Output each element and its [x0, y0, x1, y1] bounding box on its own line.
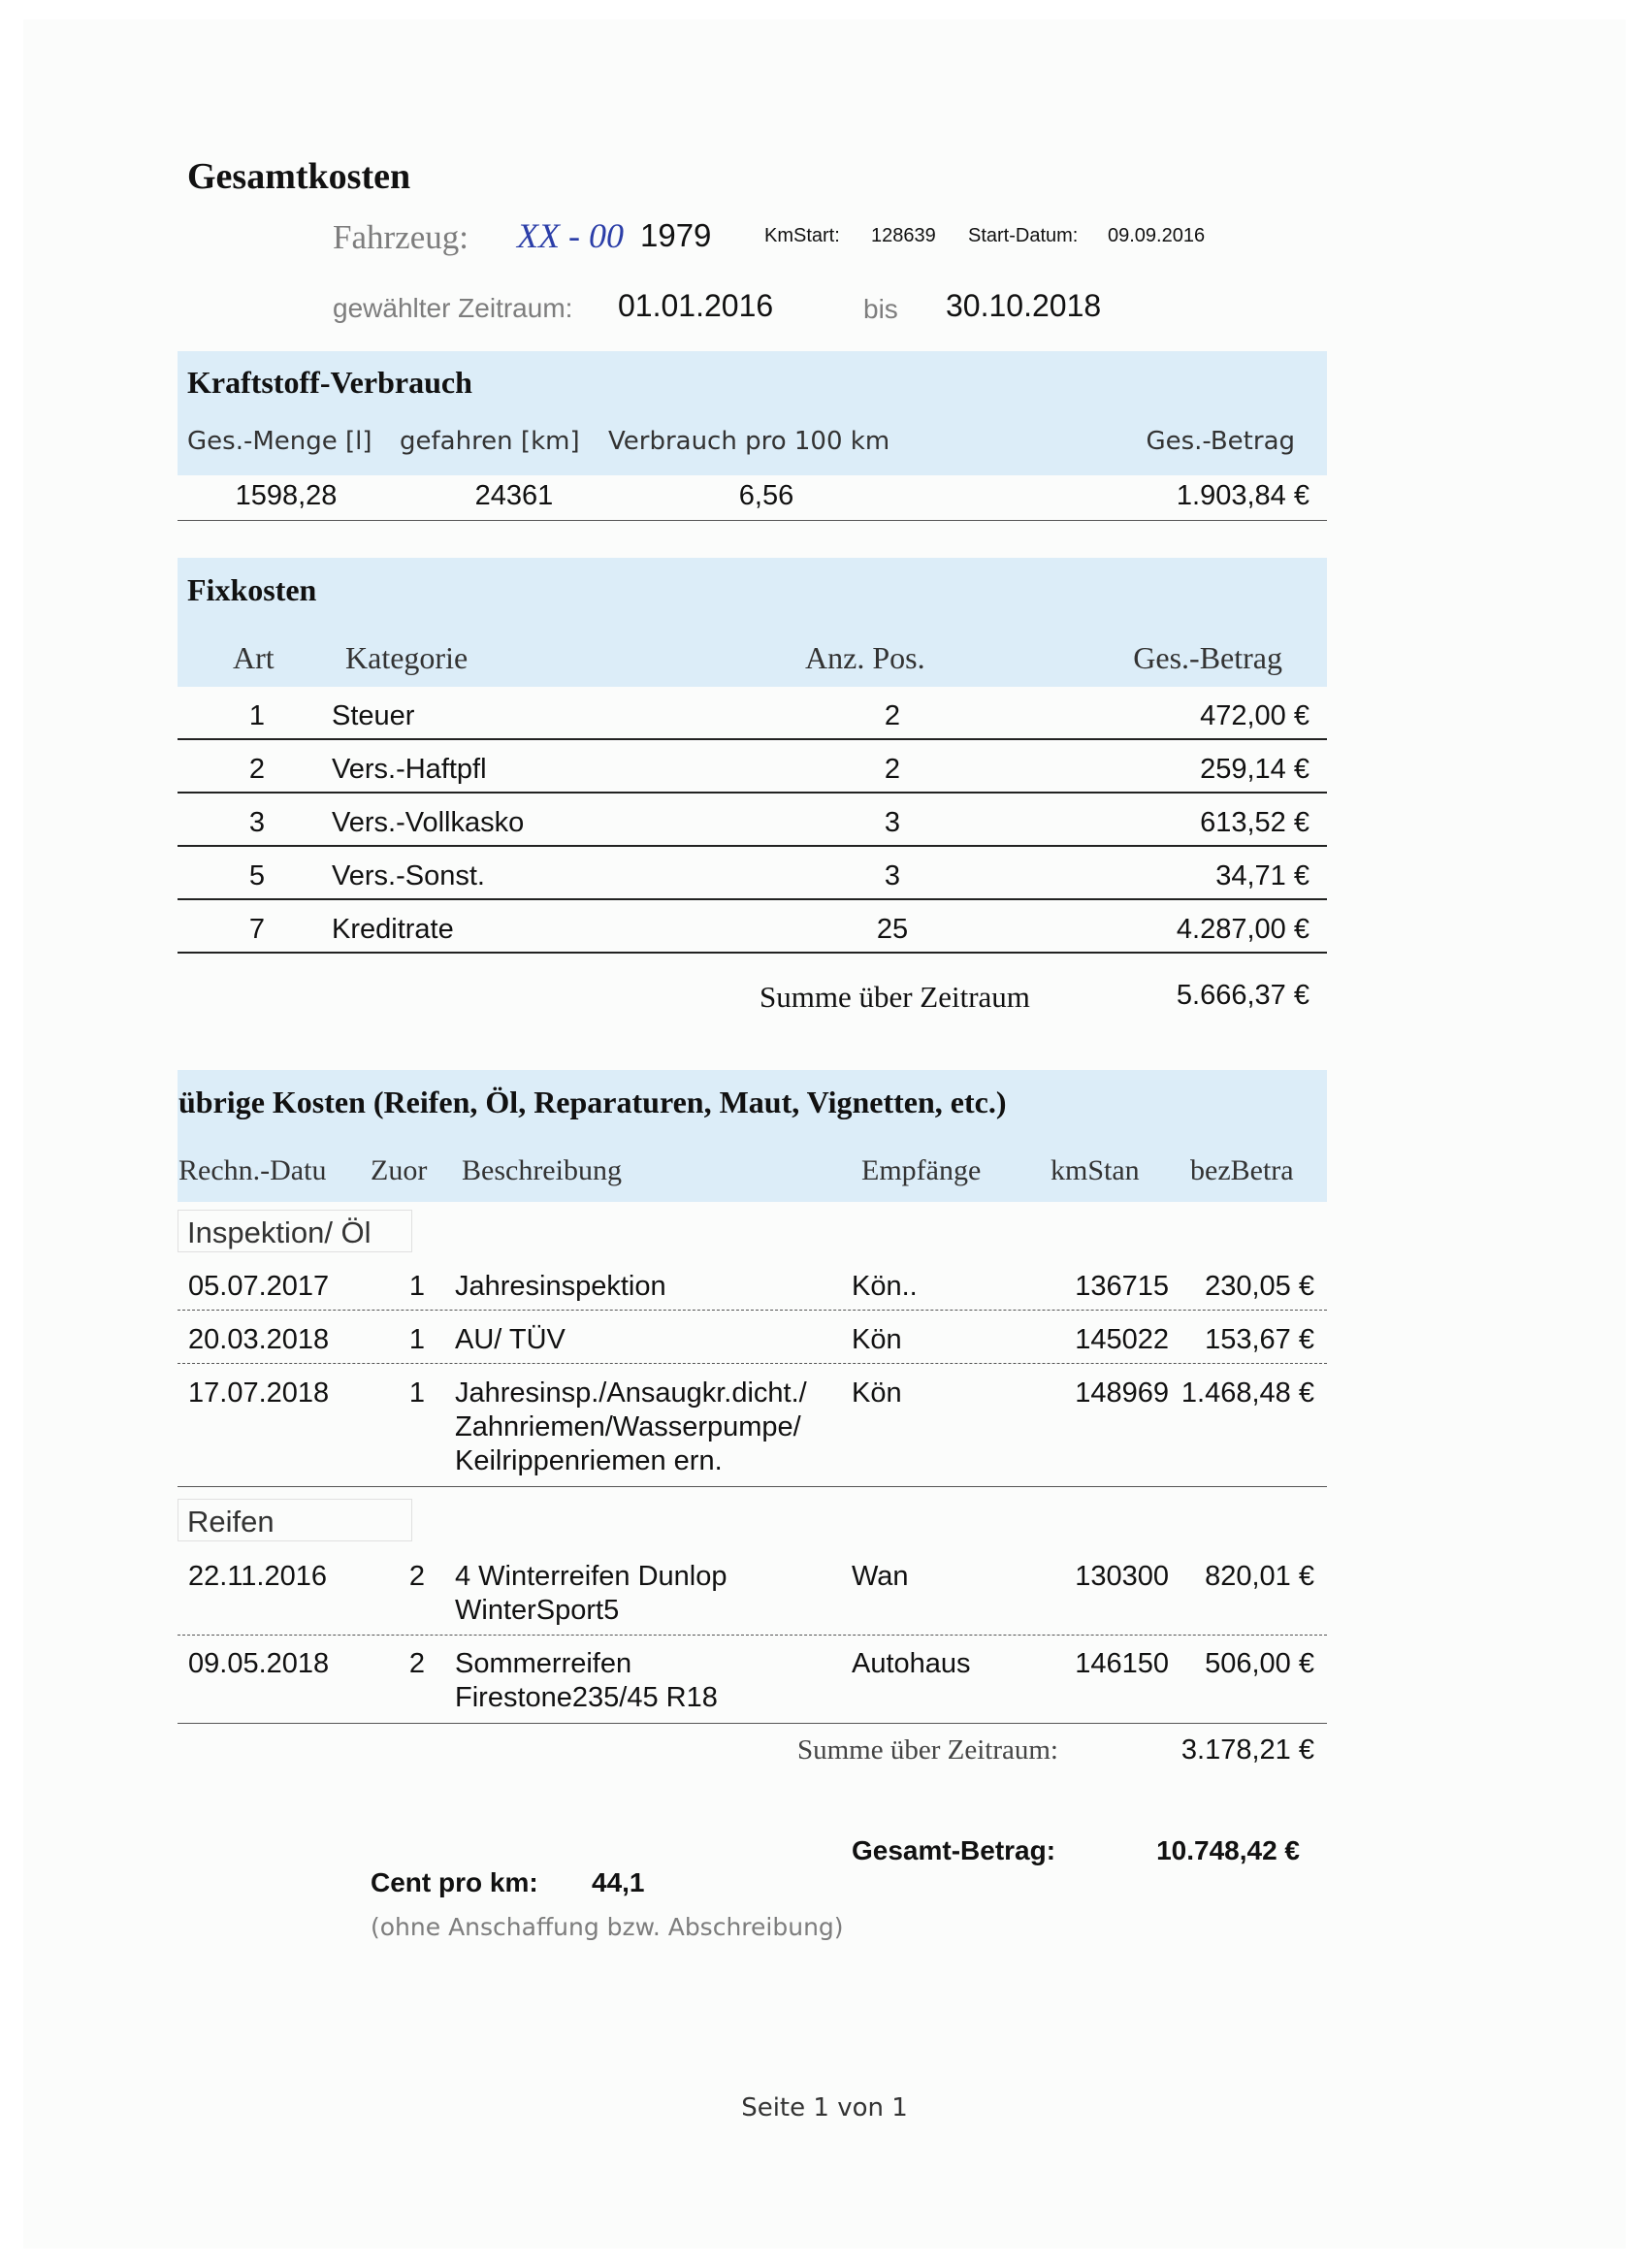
cost-row-desc: AU/ TÜV	[455, 1324, 566, 1355]
fix-row-betrag: 4.287,00 €	[1176, 914, 1310, 945]
fix-row-anzpos: 2	[884, 754, 901, 785]
cost-row-kmstand: 148969	[1075, 1377, 1169, 1409]
cost-row-desc: 4 Winterreifen Dunlop	[455, 1561, 728, 1592]
cost-row-amount: 230,05 €	[1205, 1271, 1314, 1302]
vehicle-label: Fahrzeug:	[333, 218, 469, 256]
cost-row-zuor: 1	[408, 1324, 426, 1355]
fix-row-art: 2	[248, 754, 266, 785]
other-header-datum: Rechn.-Datu	[178, 1154, 327, 1186]
other-sum-label: Summe über Zeitraum:	[797, 1734, 1058, 1766]
fix-row-divider	[178, 898, 1327, 900]
fix-row-art: 3	[248, 807, 266, 838]
cost-row-date: 09.05.2018	[188, 1648, 330, 1679]
fix-row-art: 5	[248, 860, 266, 891]
fix-row-kategorie: Vers.-Vollkasko	[332, 807, 525, 838]
cost-row-desc: Keilrippenriemen ern.	[455, 1445, 723, 1476]
other-header-beschreibung: Beschreibung	[462, 1154, 622, 1186]
fix-row-betrag: 259,14 €	[1200, 754, 1310, 785]
period-label: gewählter Zeitraum:	[333, 293, 573, 323]
fix-sum-label: Summe über Zeitraum	[760, 980, 1030, 1014]
cost-row-date: 05.07.2017	[188, 1271, 330, 1302]
other-sum-value: 3.178,21 €	[1180, 1734, 1314, 1766]
fix-row-betrag: 613,52 €	[1200, 807, 1310, 838]
cost-row-kmstand: 136715	[1075, 1271, 1169, 1302]
cost-row-desc: Zahnriemen/Wasserpumpe/	[455, 1411, 801, 1442]
fuel-value-betrag: 1.903,84 €	[1176, 480, 1310, 511]
fix-title: Fixkosten	[187, 572, 317, 607]
fuel-header-menge: Ges.-Menge [l]	[187, 427, 372, 456]
fix-header-art: Art	[233, 640, 275, 675]
fix-header-anzpos: Anz. Pos.	[805, 640, 925, 675]
cent-per-km-note: (ohne Anschaffung bzw. Abschreibung)	[371, 1913, 844, 1941]
cost-row-zuor: 1	[408, 1377, 426, 1409]
cost-row-desc: Sommerreifen	[455, 1648, 632, 1679]
fix-row-divider	[178, 952, 1327, 954]
cost-row-empfaenger: Kön..	[852, 1271, 918, 1302]
cost-row-date: 20.03.2018	[188, 1324, 330, 1355]
total-label: Gesamt-Betrag:	[852, 1835, 1056, 1865]
other-header-empfaenger: Empfänge	[861, 1154, 982, 1186]
fix-row-art: 1	[248, 700, 266, 731]
cost-row-desc: Firestone235/45 R18	[455, 1682, 718, 1713]
cost-row-amount: 820,01 €	[1205, 1561, 1314, 1592]
period-to: 30.10.2018	[946, 288, 1102, 323]
fuel-title: Kraftstoff-Verbrauch	[187, 365, 472, 400]
fix-row-betrag: 34,71 €	[1215, 860, 1310, 891]
group-name: Inspektion/ Öl	[187, 1215, 372, 1249]
fix-sum-value: 5.666,37 €	[1176, 980, 1310, 1011]
fuel-value-verbrauch: 6,56	[738, 480, 794, 511]
fuel-value-menge: 1598,28	[235, 480, 338, 511]
cent-per-km-label: Cent pro km:	[371, 1867, 538, 1897]
other-header-betrag: bezBetra	[1190, 1154, 1294, 1186]
cost-row-zuor: 2	[408, 1648, 426, 1679]
fix-row-divider	[178, 792, 1327, 794]
vehicle-plate-handwritten: XX - 00	[517, 216, 624, 255]
cost-row-amount: 1.468,48 €	[1180, 1377, 1314, 1409]
other-header-zuor: Zuor	[371, 1154, 428, 1186]
fuel-divider	[178, 520, 1327, 521]
startdate-label: Start-Datum:	[968, 225, 1079, 246]
fix-row-kategorie: Vers.-Sonst.	[332, 860, 485, 891]
cost-row-divider	[178, 1635, 1327, 1636]
fuel-header-betrag: Ges.-Betrag	[1146, 427, 1295, 456]
fix-row-anzpos: 3	[884, 860, 901, 891]
fix-row-kategorie: Steuer	[332, 700, 415, 731]
cost-row-kmstand: 146150	[1075, 1648, 1169, 1679]
cost-row-zuor: 1	[408, 1271, 426, 1302]
cost-row-date: 17.07.2018	[188, 1377, 330, 1409]
group-name: Reifen	[187, 1505, 275, 1539]
other-title: übrige Kosten (Reifen, Öl, Reparaturen, Maut, Vignetten, etc.)	[178, 1085, 1007, 1119]
cost-row-divider	[178, 1363, 1327, 1364]
cost-row-desc: Jahresinsp./Ansaugkr.dicht./	[455, 1377, 807, 1409]
fix-row-anzpos: 3	[884, 807, 901, 838]
fix-row-divider	[178, 738, 1327, 740]
cost-row-empfaenger: Autohaus	[852, 1648, 971, 1679]
cost-row-desc: WinterSport5	[455, 1595, 620, 1626]
cost-row-empfaenger: Wan	[852, 1561, 909, 1592]
page-title: Gesamtkosten	[187, 156, 411, 197]
fix-row-divider	[178, 845, 1327, 847]
fix-row-anzpos: 2	[884, 700, 901, 731]
cost-row-kmstand: 145022	[1075, 1324, 1169, 1355]
cent-per-km-value: 44,1	[592, 1867, 645, 1897]
fix-row-kategorie: Vers.-Haftpfl	[332, 754, 487, 785]
fuel-header-gefahren: gefahren [km]	[400, 427, 580, 456]
fix-row-art: 7	[248, 914, 266, 945]
cost-row-empfaenger: Kön	[852, 1377, 902, 1409]
cost-row-kmstand: 130300	[1075, 1561, 1169, 1592]
group-divider	[178, 1723, 1327, 1724]
period-from: 01.01.2016	[618, 288, 774, 323]
kmstart-label: KmStart:	[764, 225, 840, 246]
cost-row-divider	[178, 1310, 1327, 1311]
cost-row-amount: 153,67 €	[1205, 1324, 1314, 1355]
total-value: 10.748,42 €	[1156, 1835, 1300, 1865]
fuel-header-verbrauch: Verbrauch pro 100 km	[608, 427, 890, 456]
page-footer: Seite 1 von 1	[741, 2093, 908, 2122]
cost-row-date: 22.11.2016	[188, 1561, 327, 1592]
vehicle-year: 1979	[640, 217, 712, 253]
cost-row-empfaenger: Kön	[852, 1324, 902, 1355]
startdate-value: 09.09.2016	[1108, 225, 1206, 246]
fix-header-kategorie: Kategorie	[345, 640, 469, 675]
cost-row-desc: Jahresinspektion	[455, 1271, 666, 1302]
fix-row-anzpos: 25	[876, 914, 909, 945]
cost-row-zuor: 2	[408, 1561, 426, 1592]
fix-row-betrag: 472,00 €	[1200, 700, 1310, 731]
kmstart-value: 128639	[871, 225, 936, 246]
period-bis: bis	[863, 294, 898, 324]
cost-row-amount: 506,00 €	[1205, 1648, 1314, 1679]
fuel-value-gefahren: 24361	[474, 480, 554, 511]
fix-header-betrag: Ges.-Betrag	[1133, 640, 1282, 675]
other-header-kmstand: kmStan	[1051, 1154, 1140, 1186]
group-divider	[178, 1486, 1327, 1487]
fix-row-kategorie: Kreditrate	[332, 914, 454, 945]
